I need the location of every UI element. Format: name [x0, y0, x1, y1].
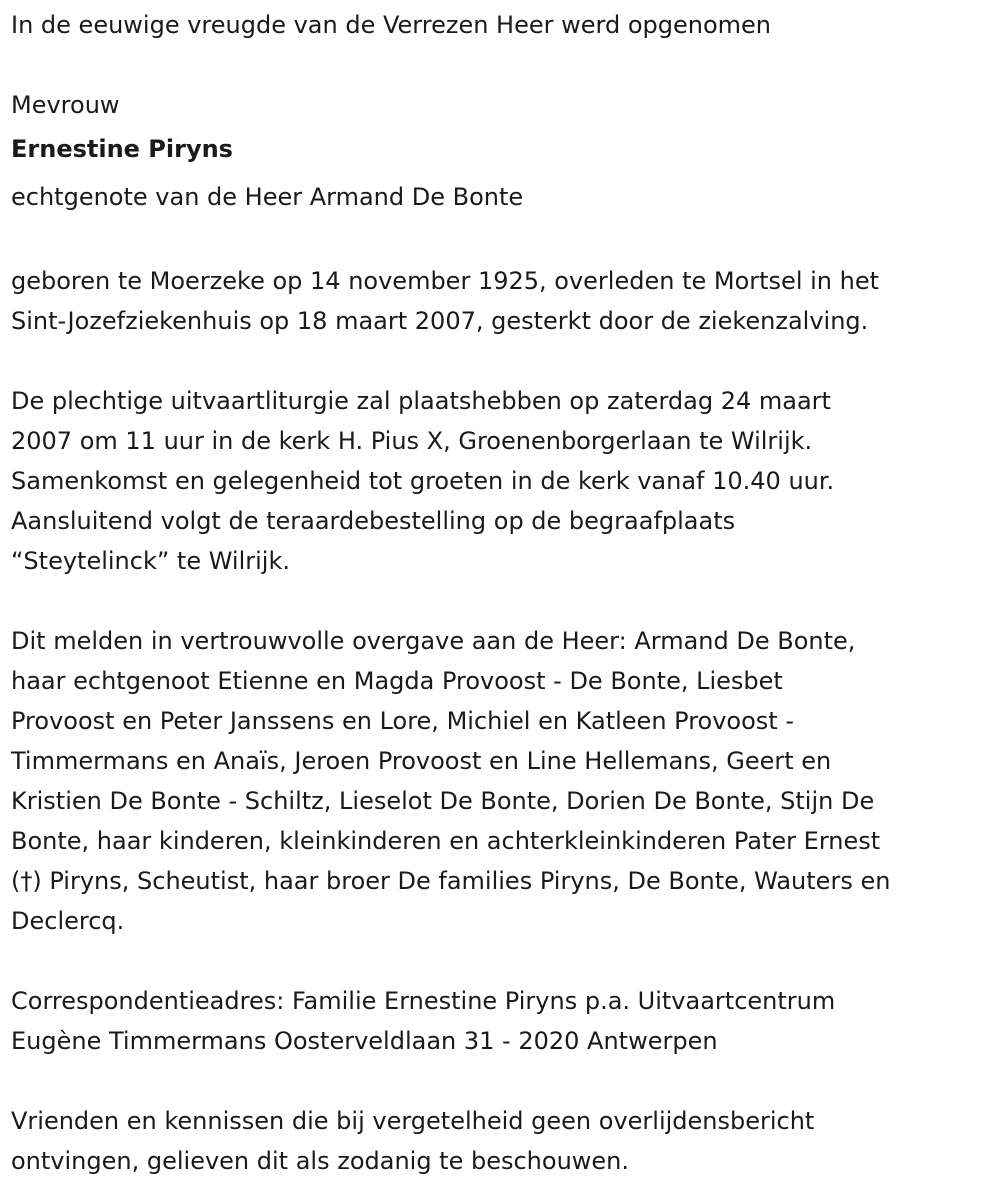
text-line: Aansluitend volgt de teraardebestelling op de begraafplaats: [11, 507, 736, 535]
text-line: Correspondentieadres: Familie Ernestine Piryns p.a. Uitvaartcentrum: [11, 987, 836, 1015]
text-line: 2007 om 11 uur in de kerk H. Pius X, Groenenborgerlaan te Wilrijk.: [11, 427, 813, 455]
text-line: Declercq.: [11, 907, 125, 935]
intro-text: In de eeuwige vreugde van de Verrezen Heer werd opgenomen: [11, 11, 771, 39]
funeral-paragraph: [11, 381, 996, 581]
correspondence-paragraph: [11, 981, 996, 1061]
text-line: Dit melden in vertrouwvolle overgave aan de Heer: Armand De Bonte,: [11, 627, 856, 655]
text-line: Timmermans en Anaïs, Jeroen Provoost en Line Hellemans, Geert en: [11, 747, 832, 775]
family-paragraph: [11, 621, 996, 941]
text-line: Provoost en Peter Janssens en Lore, Michiel en Katleen Provoost -: [11, 707, 794, 735]
text-line: “Steytelinck” te Wilrijk.: [11, 547, 290, 575]
text-line: (†) Piryns, Scheutist, haar broer De families Piryns, De Bonte, Wauters en: [11, 867, 891, 895]
birth-death-paragraph: [11, 261, 996, 341]
text-line: Bonte, haar kinderen, kleinkinderen en achterkleinkinderen Pater Ernest: [11, 827, 881, 855]
closing-paragraph: [11, 1101, 996, 1181]
text-line: Samenkomst en gelegenheid tot groeten in de kerk vanaf 10.40 uur.: [11, 467, 835, 495]
text-line: De plechtige uitvaartliturgie zal plaatshebben op zaterdag 24 maart: [11, 387, 831, 415]
text-line: Eugène Timmermans Oosterveldlaan 31 - 2020 Antwerpen: [11, 1027, 718, 1055]
text-line: Sint-Jozefziekenhuis op 18 maart 2007, gesterkt door de ziekenzalving.: [11, 307, 869, 335]
salutation: Mevrouw: [11, 91, 120, 119]
text-line: Vrienden en kennissen die bij vergetelheid geen overlijdensbericht: [11, 1107, 815, 1135]
text-line: Kristien De Bonte - Schiltz, Lieselot De Bonte, Dorien De Bonte, Stijn De: [11, 787, 875, 815]
text-line: haar echtgenoot Etienne en Magda Provoost - De Bonte, Liesbet: [11, 667, 783, 695]
obituary-notice: [11, 0, 996, 1181]
deceased-name: Ernestine Piryns: [11, 135, 233, 163]
spouse-line: echtgenote van de Heer Armand De Bonte: [11, 183, 524, 211]
text-line: geboren te Moerzeke op 14 november 1925, overleden te Mortsel in het: [11, 267, 880, 295]
text-line: ontvingen, gelieven dit als zodanig te beschouwen.: [11, 1147, 630, 1175]
